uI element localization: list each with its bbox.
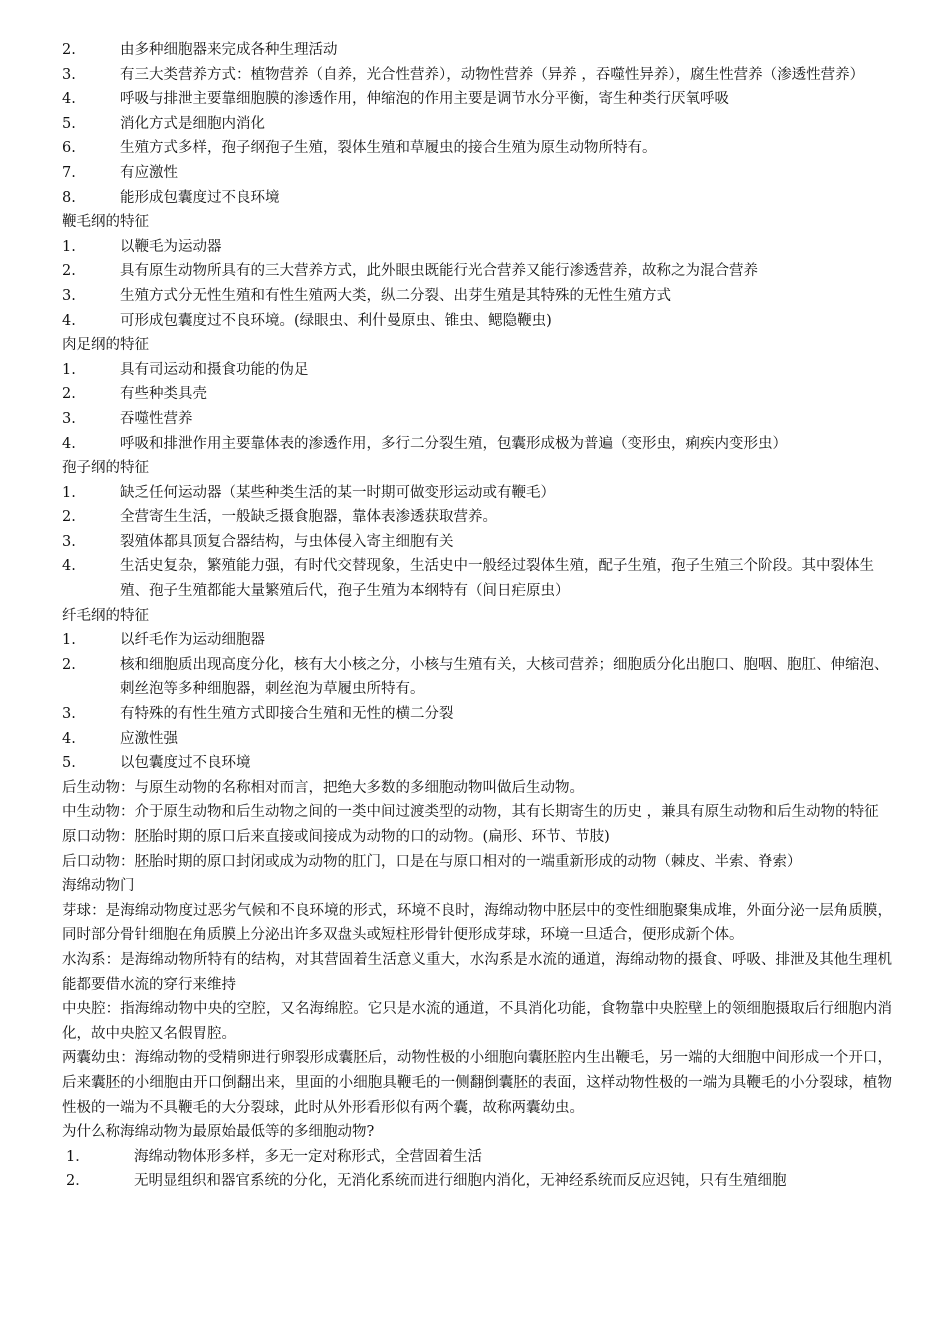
list-item-text: 海绵动物体形多样，多无一定对称形式，全营固着生活: [134, 1148, 482, 1165]
list-item-number: 6.: [62, 140, 76, 157]
list-item: [62, 727, 892, 752]
definition-paragraph: 后生动物：与原生动物的名称相对而言，把绝大多数的多细胞动物叫做后生动物。: [62, 779, 584, 796]
list-item: [62, 702, 892, 727]
definition-paragraph: 后口动物：胚胎时期的原口封闭或成为动物的肛门，口是在与原口相对的一端重新形成的动物（棘皮、半索、脊索）: [62, 853, 802, 870]
list-item-text: 以包囊度过不良环境: [120, 755, 251, 772]
list-item: [62, 407, 892, 432]
list-item: [62, 382, 892, 407]
list-item-text: 吞噬性营养: [120, 410, 193, 427]
list-item: [62, 358, 892, 383]
definition-paragraph: 两囊幼虫：海绵动物的受精卵进行卵裂形成囊胚后，动物性极的小细胞向囊胚腔内生出鞭毛，另一端的大细胞中间形成一个开口，后来囊胚的小细胞由开口倒翻出来，里面的小细胞具鞭毛的一侧翻倒囊胚的表面，这样动物性极的一端为具鞭毛的小分裂球，植物性极的一端为不具鞭毛的大分裂球，此时从外形看形似有两个囊，故称两囊幼虫。: [62, 1050, 892, 1116]
list-item: [62, 284, 892, 309]
list-item-text: 生活史复杂，繁殖能力强，有时代交替现象，生活史中一般经过裂体生殖，配子生殖，孢子生殖三个阶段。其中裂体生殖、孢子生殖都能大量繁殖后代，孢子生殖为本纲特有（间日疟原虫）: [120, 558, 874, 600]
list-item-number: 3.: [62, 66, 76, 83]
list-item: [62, 1169, 892, 1194]
list-item-number: 7.: [62, 164, 76, 181]
list-item: [62, 235, 892, 260]
list-item: [62, 161, 892, 186]
list-item-number: 5.: [62, 115, 76, 132]
list-item-number: 1.: [62, 632, 76, 649]
list-item-number: 4.: [62, 91, 76, 108]
list-item-number: 2.: [62, 386, 76, 403]
document-page: [62, 38, 892, 1194]
list-item: [62, 309, 892, 334]
list-item-text: 具有原生动物所具有的三大营养方式，此外眼虫既能行光合营养又能行渗透营养，故称之为混合营养: [120, 263, 758, 280]
list-item: [62, 505, 892, 530]
list-item-number: 2.: [62, 263, 76, 280]
list-item-number: 4.: [62, 730, 76, 747]
list-item-number: 4.: [62, 435, 76, 452]
list-item: [62, 136, 892, 161]
list-item-number: 8.: [62, 189, 76, 206]
list-item-number: 1.: [62, 238, 76, 255]
list-item-number: 5.: [62, 755, 76, 772]
list-item: [62, 530, 892, 555]
list-item: [62, 628, 892, 653]
list-item-text: 呼吸和排泄作用主要靠体表的渗透作用，多行二分裂生殖，包囊形成极为普遍（变形虫，痢疾内变形虫）: [120, 435, 787, 452]
list-item-text: 生殖方式多样，孢子纲孢子生殖，裂体生殖和草履虫的接合生殖为原生动物所特有。: [120, 140, 657, 157]
list-item-number: 3.: [62, 287, 76, 304]
list-item-number: 4.: [62, 558, 76, 575]
section-heading: 为什么称海绵动物为最原始最低等的多细胞动物?: [62, 1124, 375, 1141]
list-item: [62, 653, 892, 702]
list-item-number: 3.: [62, 706, 76, 723]
list-item-text: 由多种细胞器来完成各种生理活动: [120, 42, 338, 58]
list-item-number: 1．: [66, 1148, 90, 1165]
list-item-number: 2．: [66, 1173, 90, 1190]
list-item-text: 以纤毛作为运动细胞器: [120, 632, 265, 649]
list-item-text: 消化方式是细胞内消化: [120, 115, 265, 132]
section-heading: 纤毛纲的特征: [62, 607, 149, 624]
list-item: [62, 751, 892, 776]
section-heading: 海绵动物门: [62, 878, 135, 895]
list-item-text: 生殖方式分无性生殖和有性生殖两大类，纵二分裂、出芽生殖是其特殊的无性生殖方式: [120, 287, 671, 304]
list-item: [62, 63, 892, 88]
list-item: [62, 186, 892, 211]
list-item: [62, 1145, 892, 1170]
list-item-text: 有特殊的有性生殖方式即接合生殖和无性的横二分裂: [120, 706, 454, 723]
list-item-text: 无明显组织和器官系统的分化，无消化系统而进行细胞内消化，无神经系统而反应迟钝，只有生殖细胞: [134, 1173, 787, 1190]
section-heading: 鞭毛纲的特征: [62, 214, 149, 231]
list-item-text: 应激性强: [120, 730, 178, 747]
list-item-text: 有些种类具壳: [120, 386, 207, 403]
list-item: [62, 38, 892, 63]
list-item-text: 核和细胞质出现高度分化，核有大小核之分，小核与生殖有关，大核司营养；细胞质分化出胞口、胞咽、胞肛、伸缩泡、刺丝泡等多种细胞器，刺丝泡为草履虫所特有。: [120, 656, 889, 698]
list-item-number: 2.: [62, 656, 76, 673]
definition-paragraph: 中生动物：介于原生动物和后生动物之间的一类中间过渡类型的动物，其有长期寄生的历史 ，兼具有原生动物和后生动物的特征: [62, 804, 879, 821]
section-heading: 孢子纲的特征: [62, 460, 149, 477]
definition-paragraph: 原口动物：胚胎时期的原口后来直接或间接成为动物的口的动物。(扁形、环节、节肢): [62, 829, 610, 845]
definition-paragraph: 水沟系：是海绵动物所特有的结构，对其营固着生活意义重大，水沟系是水流的通道，海绵动物的摄食、呼吸、排泄及其他生理机能都要借水流的穿行来维持: [62, 951, 892, 993]
list-item-text: 有应激性: [120, 164, 178, 181]
list-item-number: 1.: [62, 484, 76, 501]
list-item: [62, 87, 892, 112]
list-item-text: 能形成包囊度过不良环境: [120, 189, 280, 206]
list-item-text: 可形成包囊度过不良环境。(绿眼虫、利什曼原虫、锥虫、鳃隐鞭虫): [120, 312, 552, 329]
list-item: [62, 481, 892, 506]
list-item-text: 具有司运动和摄食功能的伪足: [120, 361, 309, 378]
list-item-text: 呼吸与排泄主要靠细胞膜的渗透作用，伸缩泡的作用主要是调节水分平衡，寄生种类行厌氧呼吸: [120, 91, 729, 108]
list-item-text: 全营寄生生活，一般缺乏摄食胞器，靠体表渗透获取营养。: [120, 509, 497, 526]
list-item-text: 有三大类营养方式：植物营养（自养，光合性营养），动物性营养（异养 ，吞噬性异养），腐生性营养（渗透性营养）: [120, 66, 865, 83]
list-item-text: 以鞭毛为运动器: [120, 238, 222, 255]
list-item: [62, 554, 892, 603]
list-item: [62, 259, 892, 284]
definition-paragraph: 芽球：是海绵动物度过恶劣气候和不良环境的形式，环境不良时，海绵动物中胚层中的变性细胞聚集成堆，外面分泌一层角质膜，同时部分骨针细胞在角质膜上分泌出许多双盘头或短柱形骨针便形成芽球，环境一旦适合，便形成新个体。: [62, 902, 892, 944]
definition-paragraph: 中央腔：指海绵动物中央的空腔，又名海绵腔。它只是水流的通道，不具消化功能，食物靠中央腔壁上的领细胞摄取后行细胞内消化，故中央腔又名假胃腔。: [62, 1001, 892, 1042]
list-item-number: 3.: [62, 533, 76, 550]
list-item-number: 4.: [62, 312, 76, 329]
list-item: [62, 432, 892, 457]
list-item-number: 1.: [62, 361, 76, 378]
list-item: [62, 112, 892, 137]
list-item-number: 3.: [62, 410, 76, 427]
list-item-text: 裂殖体都具顶复合器结构，与虫体侵入寄主细胞有关: [120, 533, 454, 550]
list-item-text: 缺乏任何运动器（某些种类生活的某一时期可做变形运动或有鞭毛）: [120, 484, 555, 501]
list-item-number: 2.: [62, 42, 76, 58]
list-item-number: 2.: [62, 509, 76, 526]
section-heading: 肉足纲的特征: [62, 337, 149, 354]
